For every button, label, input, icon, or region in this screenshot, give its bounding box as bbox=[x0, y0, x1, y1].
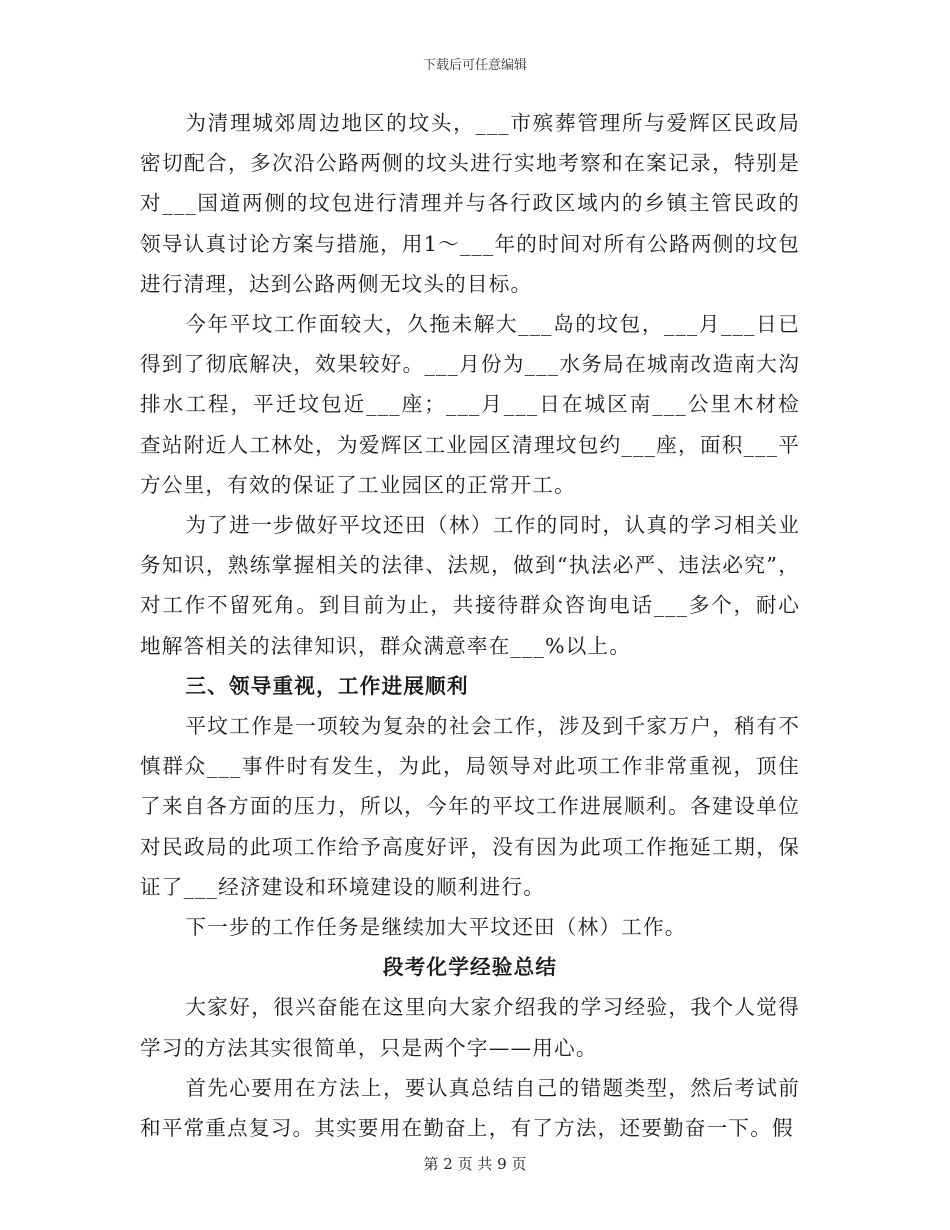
page-number-footer: 第 2 页 共 9 页 bbox=[423, 1155, 527, 1173]
article-title: 段考化学经验总结 bbox=[382, 955, 558, 980]
paragraph-grave-cleanup: 为清理城郊周边地区的坟头，___市殡葬管理所与爱辉区民政局密切配合，多次沿公路两侧的坟头进行实地考察和在案记录，特别是对___国道两侧的坟包进行清理并与各行政区域内的乡镇主管民政的领导认真讨论方案与措施，用1～___年的时间对所有公路两侧的坟包进行清理，达到公路两侧无坟头的目标。 bbox=[140, 111, 800, 296]
paragraph-study-method: 首先心要用在方法上，要认真总结自己的错题类型，然后考试前和平常重点复习。其实要用在勤奋上，有了方法，还要勤奋一下。假 bbox=[140, 1075, 800, 1141]
document-body bbox=[140, 103, 800, 1148]
page-header-note: 下载后可任意编辑 bbox=[422, 58, 527, 73]
paragraph-legal-study: 为了进一步做好平坟还田（林）工作的同时，认真的学习相关业务知识，熟练掌握相关的法律、法规，做到“执法必严、违法必究”，对工作不留死角。到目前为止，共接待群众咨询电话___多个，耐心地解答相关的法律知识，群众满意率在___%以上。 bbox=[140, 513, 800, 658]
paragraph-leadership-support: 平坟工作是一项较为复杂的社会工作，涉及到千家万户，稍有不慎群众___事件时有发生，为此，局领导对此项工作非常重视，顶住了来自各方面的压力，所以，今年的平坟工作进展顺利。各建设单位对民政局的此项工作给予高度好评，没有因为此项工作拖延工期，保证了___经济建设和环境建设的顺利进行。 bbox=[140, 714, 800, 899]
paragraph-introduction: 大家好，很兴奋能在这里向大家介绍我的学习经验，我个人觉得学习的方法其实很简单，只是两个字——用心。 bbox=[140, 995, 800, 1060]
paragraph-this-year-progress: 今年平坟工作面较大，久拖未解大___岛的坟包，___月___日已得到了彻底解决，效果较好。___月份为___水务局在城南改造南大沟排水工程，平迁坟包近___座；___月___日在城区南___公里木材检查站附近人工林处，为爱辉区工业园区清理坟包约___座，面积___平方公里，有效的保证了工业园区的正常开工。 bbox=[140, 312, 800, 497]
paragraph-next-steps: 下一步的工作任务是继续加大平坟还田（林）工作。 bbox=[185, 915, 687, 940]
section-heading-leadership: 三、领导重视，工作进展顺利 bbox=[185, 673, 469, 698]
